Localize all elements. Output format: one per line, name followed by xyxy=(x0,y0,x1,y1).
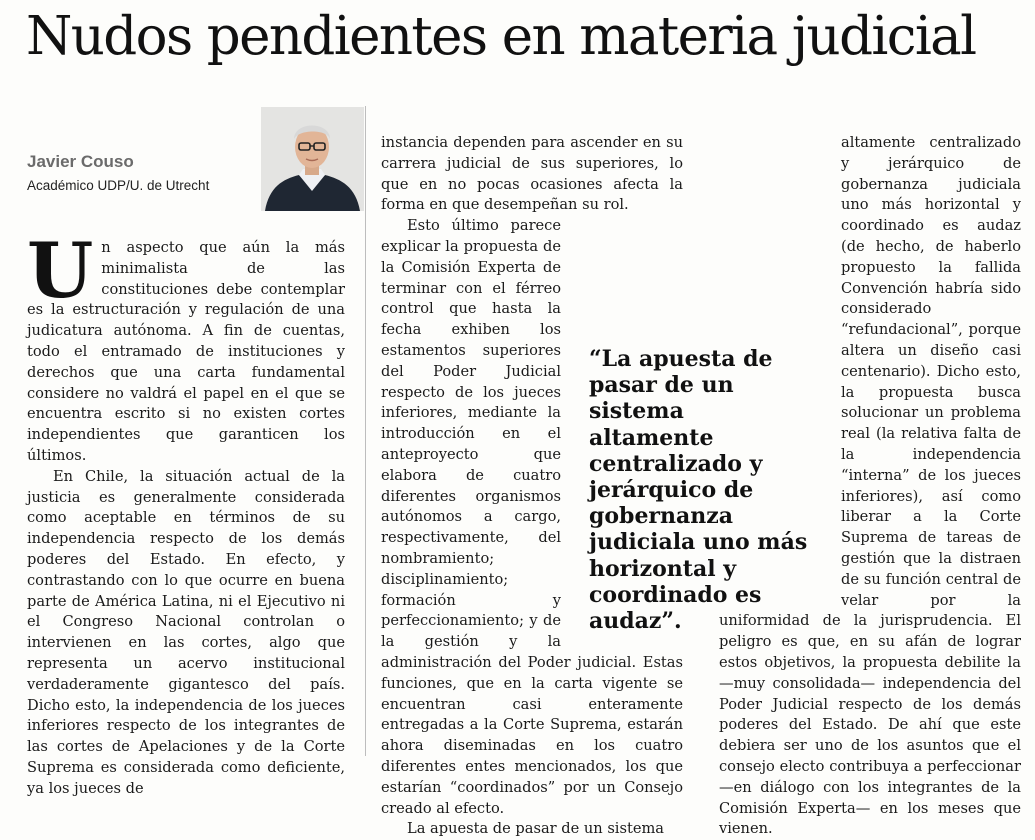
paragraph: Esto último parece explicar la propuesta de la Comisión Experta de terminar con el férreo control que hasta la fecha exhiben los estamentos superiores del Poder Judicial respecto de los jueces inferiores, mediante la introducción en el anteproyecto que elabora de cuatro diferentes organismos autónomos a cargo, respectivamente, del nombramiento; disciplinamiento; formación y perfeccionamiento; y de la gestión y la administración del Poder judicial. Estas funciones, que en la carta vigente se encuentran casi enteramente entregadas a la Corte Suprema, estarán ahora diseminadas en los cuatro diferentes entes mencionados, los que estarían “coordinados” por un Consejo creado al efecto. xyxy=(381,217,683,817)
author-name: Javier Couso xyxy=(27,152,134,171)
column-1 xyxy=(27,226,345,800)
author-role: Académico UDP/U. de Utrecht xyxy=(27,178,210,193)
paragraph: instancia dependen para ascender en su carrera judicial de sus superiores, lo que en no pocas ocasiones afecta la forma en que desempeñan su rol. xyxy=(381,134,683,214)
paragraph: En Chile, la situación actual de la justicia es generalmente considerada como aceptable en términos de su independencia respecto de los demás poderes del Estado. En efecto, y contrastando con lo que ocurre en buena parte de América Latina, ni el Ejecutivo ni el Congreso Nacional controlan o intervienen en las cortes, algo que representa un acervo institucional verdaderamente gigantesco del país. Dicho esto, la independencia de los jueces inferiores respecto de los integrantes de las cortes de Apelaciones y de la Corte Suprema es considerada como deficiente, ya los jueces de xyxy=(27,467,345,797)
paragraph: Un aspecto que aún la más minimalista de las constituciones debe contemplar es la estructuración y regulación de una judicatura autónoma. A fin de cuentas, todo el entramado de instituciones y derechos que una carta fundamental considere no valdrá el papel en el que se encuentra escrito si no existen cortes independientes que garanticen los últimos. xyxy=(27,226,345,464)
paragraph: altamente centralizado y jerárquico de gobernanza judiciala uno más horizontal y coordinado es audaz (de hecho, de haberlo propuesto la fallida Convención habría sido considerado “refundacional”, porque altera un diseño casi centenario). Dicho esto, la propuesta busca solucionar un problema real (la relativa falta de la independencia “interna” de los jueces inferiores), así como liberar a la Corte Suprema de tareas de gestión que la distraen de su función central de velar por la uniformidad de la jurisprudencia. El peligro es que, en su afán de lograr estos objetivos, la propuesta debilite la —muy consolidada— independencia del Poder Judicial respecto de los demás poderes del Estado. De ahí que este debiera ser uno de los asuntos que el consejo electo contribuya a perfeccionar —en diálogo con los integrantes de la Comisión Experta— en los meses que vienen. xyxy=(719,134,1021,838)
headline: Nudos pendientes en materia judicial xyxy=(26,6,976,67)
drop-cap: U xyxy=(27,226,94,315)
paragraph: La apuesta de pasar de un sistema xyxy=(407,820,665,838)
author-block xyxy=(27,152,209,193)
author-photo xyxy=(261,107,364,211)
column-divider xyxy=(365,106,366,756)
pull-quote: “La apuesta de pasar de un sistema altamente centralizado y jerárquico de gobernanza judiciala uno más horizontal y coordinado es audaz”. xyxy=(589,346,808,635)
